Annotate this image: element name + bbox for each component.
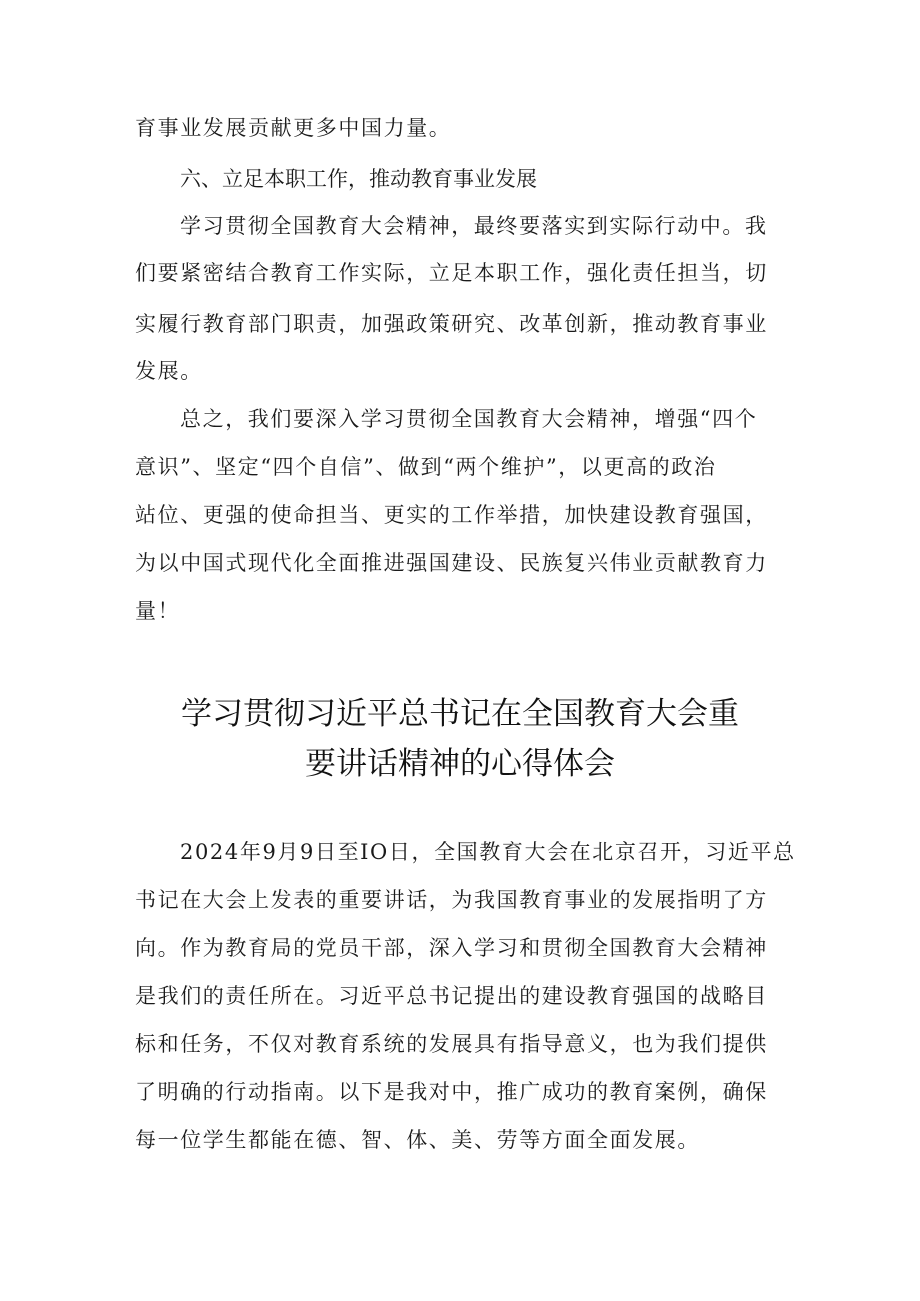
paragraph-line: 意识”、坚定“四个自信”、做到“两个维护”，以更高的政治 xyxy=(135,455,717,479)
paragraph-line: 向。作为教育局的党员干部，深入学习和贯彻全国教育大会精神 xyxy=(135,936,768,960)
paragraph-line: 了明确的行动指南。以下是我对中，推广成功的教育案例，确保 xyxy=(135,1080,768,1104)
paragraph-line: 是我们的责任所在。习近平总书记提出的建设教育强国的战略目 xyxy=(135,984,768,1008)
paragraph-line: 为以中国式现代化全面推进强国建设、民族复兴伟业贡献教育力 xyxy=(135,551,768,575)
paragraph-line: 育事业发展贡献更多中国力量。 xyxy=(135,116,452,140)
paragraph-line: 发展。 xyxy=(135,359,203,383)
paragraph-line: 标和任务，不仅对教育系统的发展具有指导意义，也为我们提供 xyxy=(135,1032,768,1056)
section-heading: 六、立足本职工作，推动教育事业发展 xyxy=(180,167,537,191)
paragraph-line: 书记在大会上发表的重要讲话，为我国教育事业的发展指明了方 xyxy=(135,888,768,912)
article-title-line-1: 学习贯彻习近平总书记在全国教育大会重 xyxy=(181,696,739,732)
paragraph-line: 们要紧密结合教育工作实际，立足本职工作，强化责任担当，切 xyxy=(135,261,768,285)
paragraph-line: 站位、更强的使命担当、更实的工作举措，加快建设教育强国， xyxy=(135,503,768,527)
article-title-line-2: 要讲话精神的心得体会 xyxy=(305,746,615,782)
paragraph-line: 每一位学生都能在德、智、体、美、劳等方面全面发展。 xyxy=(135,1128,700,1152)
paragraph-line: 实履行教育部门职责，加强政策研究、改革创新，推动教育事业 xyxy=(135,312,768,336)
paragraph-line: 学习贯彻全国教育大会精神，最终要落实到实际行动中。我 xyxy=(180,214,768,238)
paragraph-line: 总之，我们要深入学习贯彻全国教育大会精神，增强“四个 xyxy=(180,407,758,431)
paragraph-line: 量！ xyxy=(135,599,181,623)
paragraph-line: 2024年9月9日至IO日，全国教育大会在北京召开，习近平总 xyxy=(180,840,796,864)
